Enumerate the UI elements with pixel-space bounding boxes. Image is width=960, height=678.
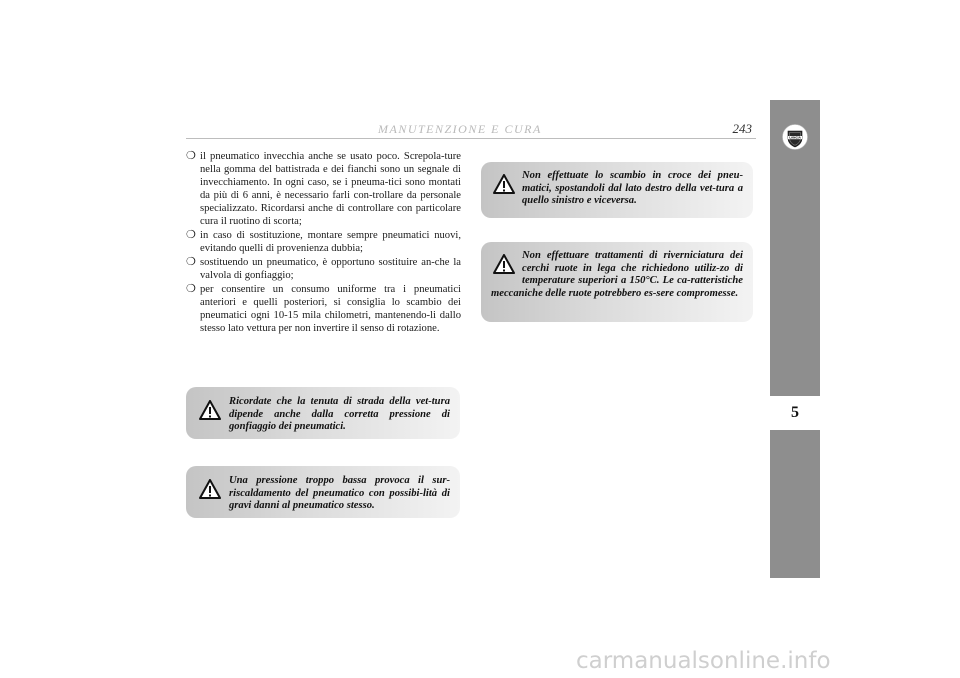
lancia-shield-icon [782, 124, 808, 150]
page-header [186, 121, 756, 139]
section-number: 5 [791, 404, 799, 421]
bullet-circle-icon: ❍ [186, 283, 196, 295]
warning-triangle-icon [493, 174, 515, 194]
watermark: carmanualsonline.info [576, 648, 831, 674]
warning-text: Non effettuare trattamenti di riverniciatura dei cerchi ruote in lega che richiedono utiliz-zo di temperature superiori a 150°C. Le ca-ratteristiche meccaniche delle ruote potrebbero es-sere compromesse. [491, 250, 743, 299]
list-item: ❍ in caso di sostituzione, montare sempre pneumatici nuovi, evitando quelli di provenienza dubbia; [186, 229, 461, 254]
warning-triangle-icon [199, 400, 221, 420]
chapter-tab [770, 395, 820, 431]
warning-text: Non effettuate lo scambio in croce dei pneu-matici, spostandoli dal lato destro della vet-tura a quello sinistro e viceversa. [522, 170, 743, 206]
logo-text: LANCIA [789, 135, 801, 140]
bullet-list [186, 150, 461, 335]
chapter-side-strip [770, 100, 820, 578]
warning-text: Una pressione troppo bassa provoca il sur-riscaldamento del pneumatico con possibi-lità di gravi danni al pneumatico stesso. [229, 475, 450, 511]
warning-box [186, 466, 460, 518]
list-item: ❍ il pneumatico invecchia anche se usato poco. Screpola-ture nella gomma del battistrada e dei fianchi sono un segnale di invecchiamento. In ogni caso, se i pneuma-tici sono montati da più di 6 anni, è necessario farli con-trollare da personale specializzato. Ricordarsi anche di controllare con particolare cura il ruotino di scorta; [186, 150, 461, 227]
list-item: ❍ sostituendo un pneumatico, è opportuno sostituire an-che la valvola di gonfiaggio; [186, 256, 461, 281]
list-item: ❍ per consentire un consumo uniforme tra i pneumatici anteriori e quelli posteriori, si consiglia lo scambio dei pneumatici ogni 10-15 mila chilometri, mantenendo-li dallo stesso lato vettura per non invertire il senso di rotazione. [186, 283, 461, 334]
warning-box [481, 162, 753, 218]
warning-text: Ricordate che la tenuta di strada della vet-tura dipende anche dalla corretta pressione di gonfiaggio dei pneumatici. [229, 396, 450, 432]
left-column [186, 150, 461, 336]
warning-triangle-icon [199, 479, 221, 499]
warning-box [186, 387, 460, 439]
bullet-circle-icon: ❍ [186, 256, 196, 268]
bullet-circle-icon: ❍ [186, 150, 196, 162]
warning-box [481, 242, 753, 322]
bullet-circle-icon: ❍ [186, 229, 196, 241]
chapter-title: MANUTENZIONE E CURA [378, 122, 542, 136]
page-number: 243 [732, 121, 752, 136]
warning-triangle-icon [493, 254, 515, 274]
